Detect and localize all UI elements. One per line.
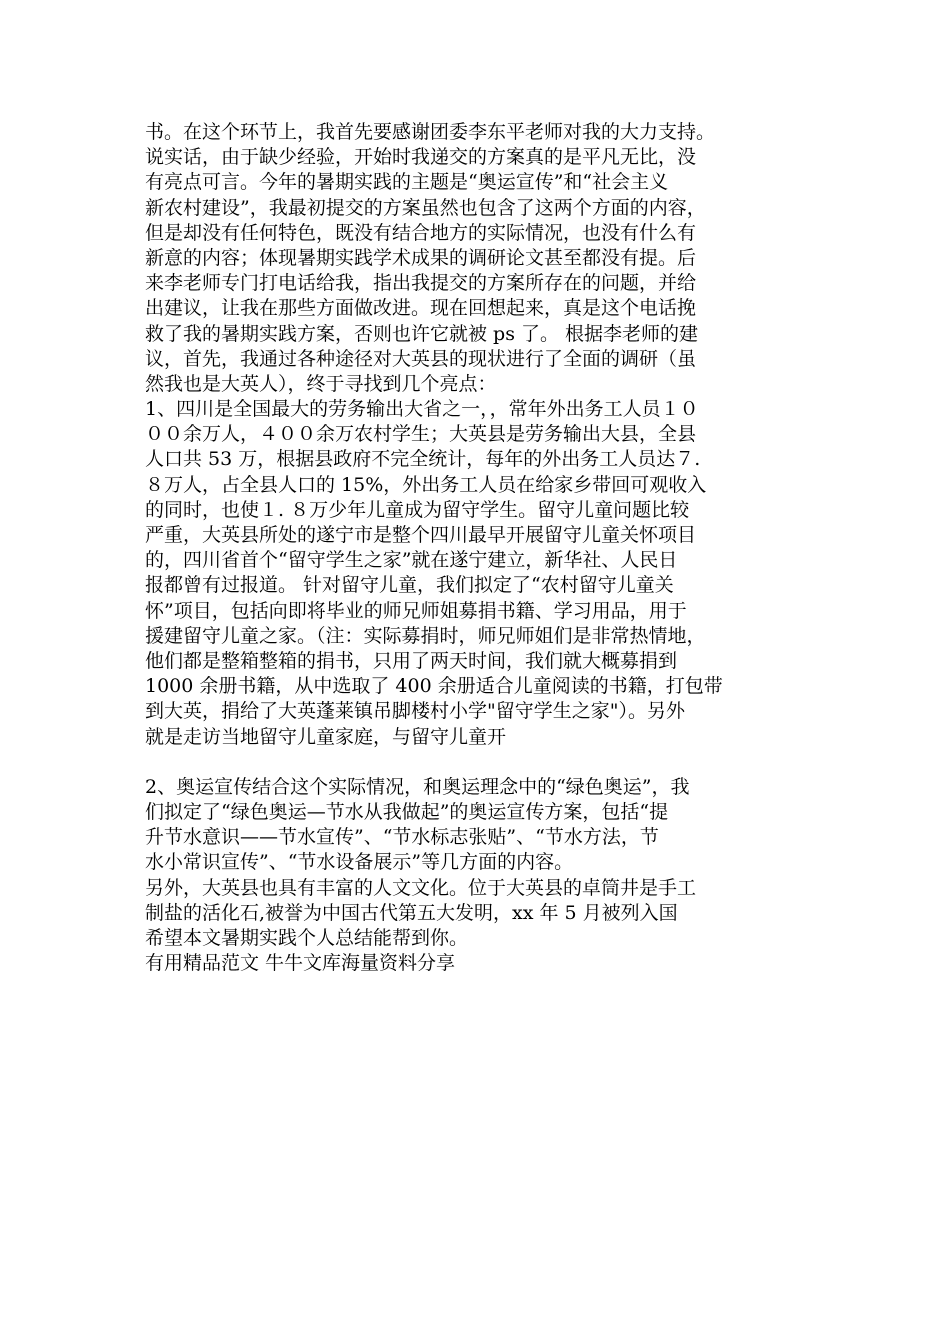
footer-text: 有用精品范文 牛牛文库海量资料分享 [145, 952, 456, 975]
text-line: 但是却没有任何特色，既没有结合地方的实际情况，也没有什么有 [145, 221, 697, 244]
text-line: 的同时，也使１. ８万少年儿童成为留守学生。留守儿童问题比较 [145, 498, 690, 521]
paragraph-closing [145, 876, 810, 977]
text-line: 水小常识宣传”、“节水设备展示”等几方面的内容。 [145, 851, 574, 874]
paragraph-intro [145, 120, 810, 397]
text-line: 制盐的活化石,被誉为中国古代第五大发明，xx 年 5 月被列入国 [145, 901, 678, 924]
text-line: 然我也是大英人），终于寻找到几个亮点： [145, 372, 497, 395]
text-line: 就是走访当地留守儿童家庭，与留守儿童开 [145, 725, 507, 748]
text-line: 书。在这个环节上，我首先要感谢团委李东平老师对我的大力支持。 [145, 121, 716, 143]
text-line: 希望本文暑期实践个人总结能帮到你。 [145, 927, 469, 949]
text-line: 们拟定了“绿色奥运—节水从我做起”的奥运宣传方案，包括“提 [145, 801, 669, 824]
text-line: 2、奥运宣传结合这个实际情况，和奥运理念中的“绿色奥运”，我 [145, 775, 690, 798]
text-line: 严重，大英县所处的遂宁市是整个四川最早开展留守儿童关怀项目 [145, 524, 697, 546]
text-line: 1、四川是全国最大的劳务输出大省之一，，常年外出务工人员１０ [145, 398, 699, 421]
paragraph-olympic-campaign [145, 775, 810, 876]
text-line: 救了我的暑期实践方案，否则也许它就被 ps 了。 根据李老师的建 [145, 322, 699, 345]
text-line: ８万人，占全县人口的 15%，外出务工人员在给家乡带回可观收入 [145, 473, 707, 496]
text-line: 新意的内容；体现暑期实践学术成果的调研论文甚至都没有提。后 [145, 246, 697, 269]
paragraph-spacer [145, 750, 810, 775]
text-line: 报都曾有过报道。 针对留守儿童，我们拟定了“农村留守儿童关 [145, 574, 674, 597]
text-line: 到大英，捐给了大英蓬莱镇吊脚楼村小学"留守学生之家"）。另外 [145, 700, 685, 723]
text-line: 有亮点可言。今年的暑期实践的主题是“奥运宣传”和“社会主义 [145, 171, 669, 194]
text-line: 1000 余册书籍，从中选取了 400 余册适合儿童阅读的书籍，打包带 [145, 675, 723, 698]
text-line: 的，四川省首个“留守学生之家”就在遂宁建立，新华社、人民日 [145, 549, 678, 572]
text-line: 出建议，让我在那些方面做改进。现在回想起来，真是这个电话挽 [145, 297, 697, 320]
text-line: 援建留守儿童之家。（注：实际募捐时，师兄师姐们是非常热情地， [145, 624, 706, 647]
text-line: 升节水意识——节水宣传”、“节水标志张贴”、“节水方法，节 [145, 826, 659, 849]
text-line: 人口共 53 万，根据县政府不完全统计，每年的外出务工人员达７. [145, 448, 701, 471]
text-line: 新农村建设”，我最初提交的方案虽然也包含了这两个方面的内容， [145, 196, 706, 219]
text-line: 他们都是整箱整箱的捐书，只用了两天时间，我们就大概募捐到 [145, 649, 678, 672]
text-line: 说实话，由于缺少经验，开始时我递交的方案真的是平凡无比，没 [145, 146, 697, 169]
document-page [145, 120, 810, 976]
text-line: ００余万人，４００余万农村学生；大英县是劳务输出大县，全县 [145, 423, 697, 446]
text-line: 来李老师专门打电话给我，指出我提交的方案所存在的问题，并给 [145, 272, 697, 295]
text-line: 另外，大英县也具有丰富的人文文化。位于大英县的卓筒井是手工 [145, 876, 697, 899]
text-line: 怀”项目，包括向即将毕业的师兄师姐募捐书籍、学习用品，用于 [145, 599, 687, 622]
text-line: 议，首先，我通过各种途径对大英县的现状进行了全面的调研（虽 [145, 347, 697, 370]
paragraph-left-behind-children [145, 397, 810, 750]
